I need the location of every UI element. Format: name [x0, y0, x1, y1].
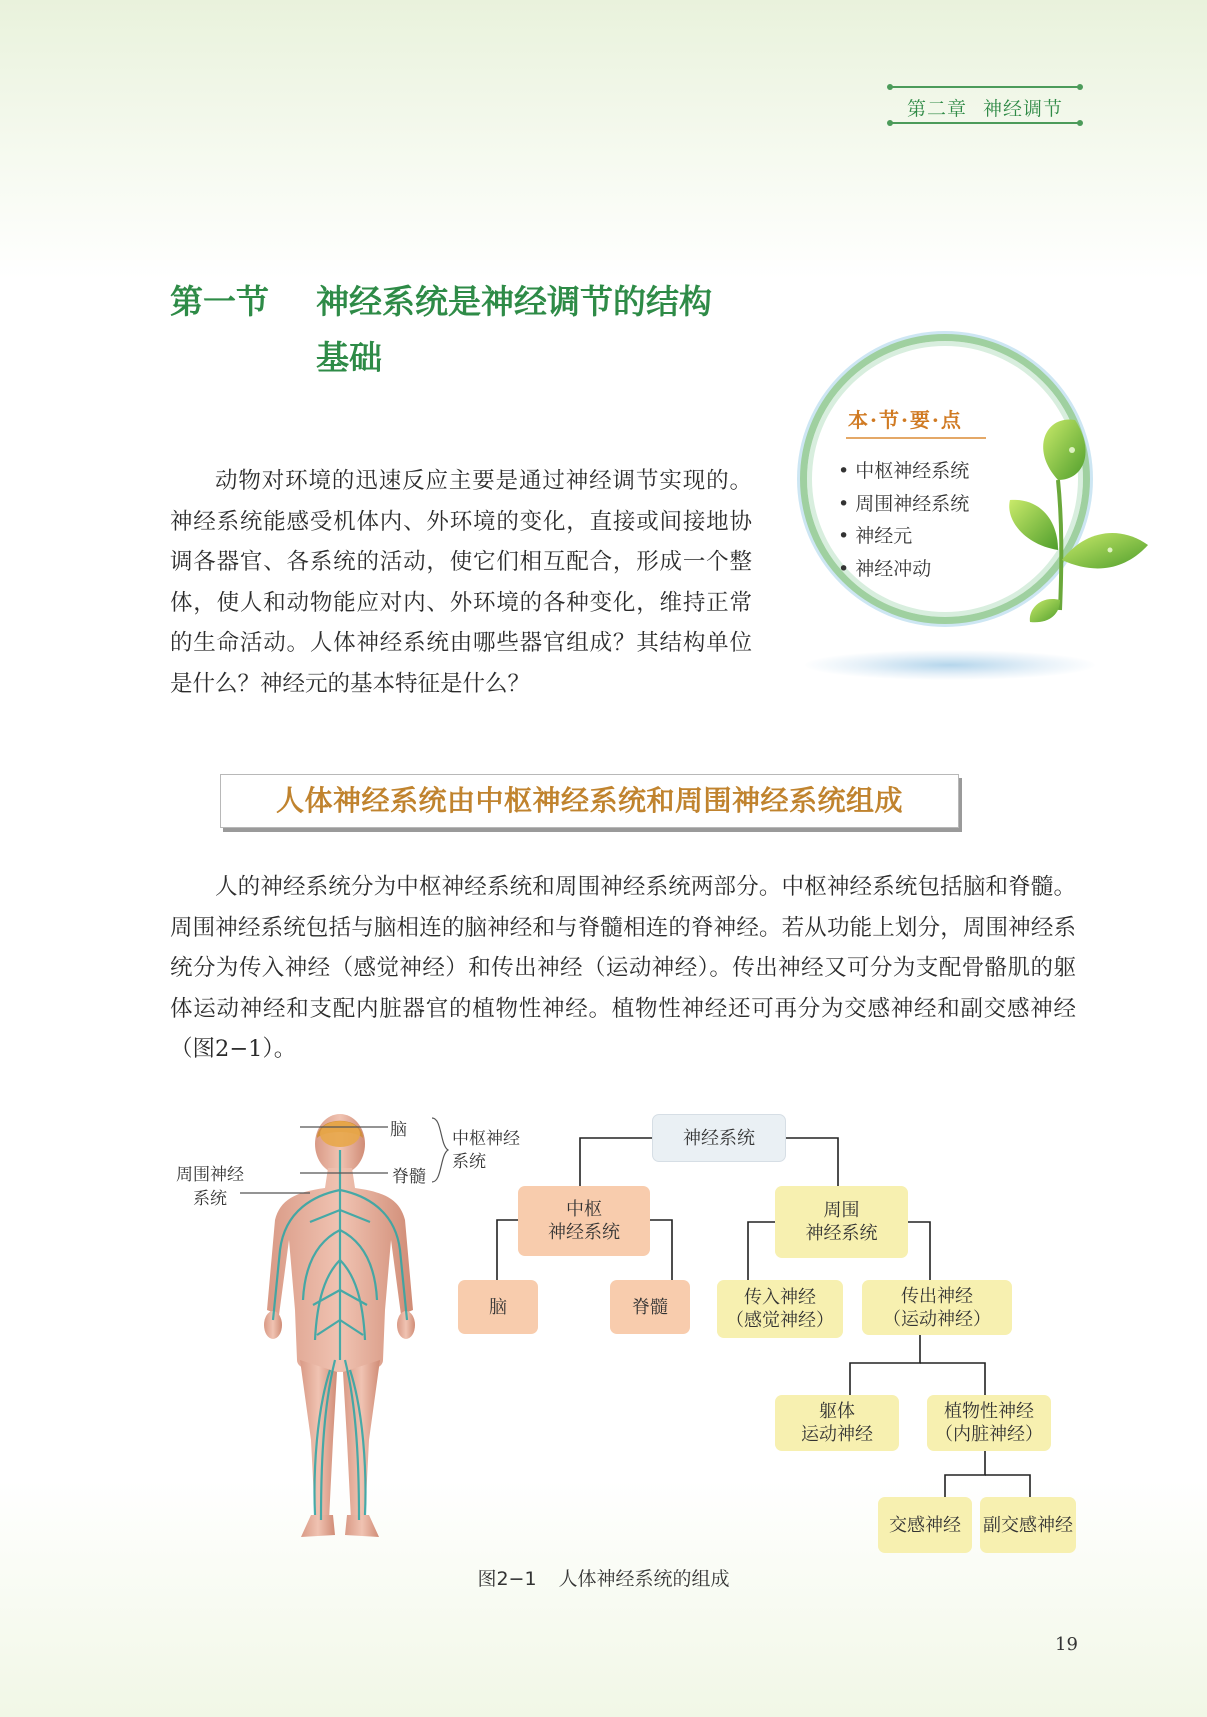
node-brain: 脑	[458, 1280, 538, 1334]
chapter-number: 第二章	[906, 98, 967, 120]
figure-caption	[0, 1564, 1207, 1591]
page-number: 19	[1055, 1634, 1078, 1655]
key-point-item: • 神经冲动	[838, 553, 969, 586]
figure-number: 图2−1	[477, 1568, 537, 1590]
label-brain: 脑	[390, 1120, 407, 1140]
node-spinal-cord: 脊髓	[610, 1280, 690, 1334]
node-autonomic-nerve: 植物性神经 （内脏神经）	[927, 1395, 1051, 1451]
node-afferent-nerve: 传入神经 （感觉神经）	[717, 1280, 843, 1338]
section-title-line2: 基础	[316, 338, 382, 377]
chapter-title: 神经调节	[983, 98, 1064, 120]
body-paragraph: 人的神经系统分为中枢神经系统和周围神经系统两部分。中枢神经系统包括脑和脊髓。周围神经系统包括与脑相连的脑神经和与脊髓相连的脊神经。若从功能上划分，周围神经系统分为传入神经（感觉神经）和传出神经（运动神经）。传出神经又可分为支配骨骼肌的躯体运动神经和支配内脏器官的植物性神经。植物性神经还可再分为交感神经和副交感神经（图2−1）。	[170, 874, 1076, 1063]
key-point-item: • 周围神经系统	[838, 488, 969, 521]
label-pns: 周围神经 系统	[176, 1165, 244, 1209]
label-spinal-cord: 脊髓	[392, 1167, 426, 1187]
node-nervous-system: 神经系统	[652, 1114, 786, 1162]
subheading: 人体神经系统由中枢神经系统和周围神经系统组成	[275, 784, 903, 817]
label-cns: 中枢神经 系统	[452, 1129, 520, 1172]
section-title-line1: 神经系统是神经调节的结构	[316, 282, 712, 321]
figure-caption-text: 人体神经系统的组成	[558, 1568, 730, 1590]
section-number: 第一节	[170, 282, 269, 321]
key-point-item: • 中枢神经系统	[838, 455, 969, 488]
node-efferent-nerve: 传出神经 （运动神经）	[862, 1280, 1012, 1335]
node-sympathetic-nerve: 交感神经	[878, 1497, 972, 1553]
node-parasympathetic-nerve: 副交感神经	[980, 1497, 1076, 1553]
key-points-title: 本·节·要·点	[848, 408, 963, 432]
key-point-item: • 神经元	[838, 520, 969, 553]
node-central-nervous-system: 中枢 神经系统	[518, 1186, 650, 1256]
node-peripheral-nervous-system: 周围 神经系统	[775, 1186, 908, 1258]
node-somatic-motor-nerve: 躯体 运动神经	[775, 1395, 899, 1451]
intro-paragraph: 动物对环境的迅速反应主要是通过神经调节实现的。神经系统能感受机体内、外环境的变化，直接或间接地协调各器官、各系统的活动，使它们相互配合，形成一个整体，使人和动物能应对内、外环境的各种变化，维持正常的生命活动。人体神经系统由哪些器官组成？其结构单位是什么？神经元的基本特征是什么？	[170, 468, 752, 697]
